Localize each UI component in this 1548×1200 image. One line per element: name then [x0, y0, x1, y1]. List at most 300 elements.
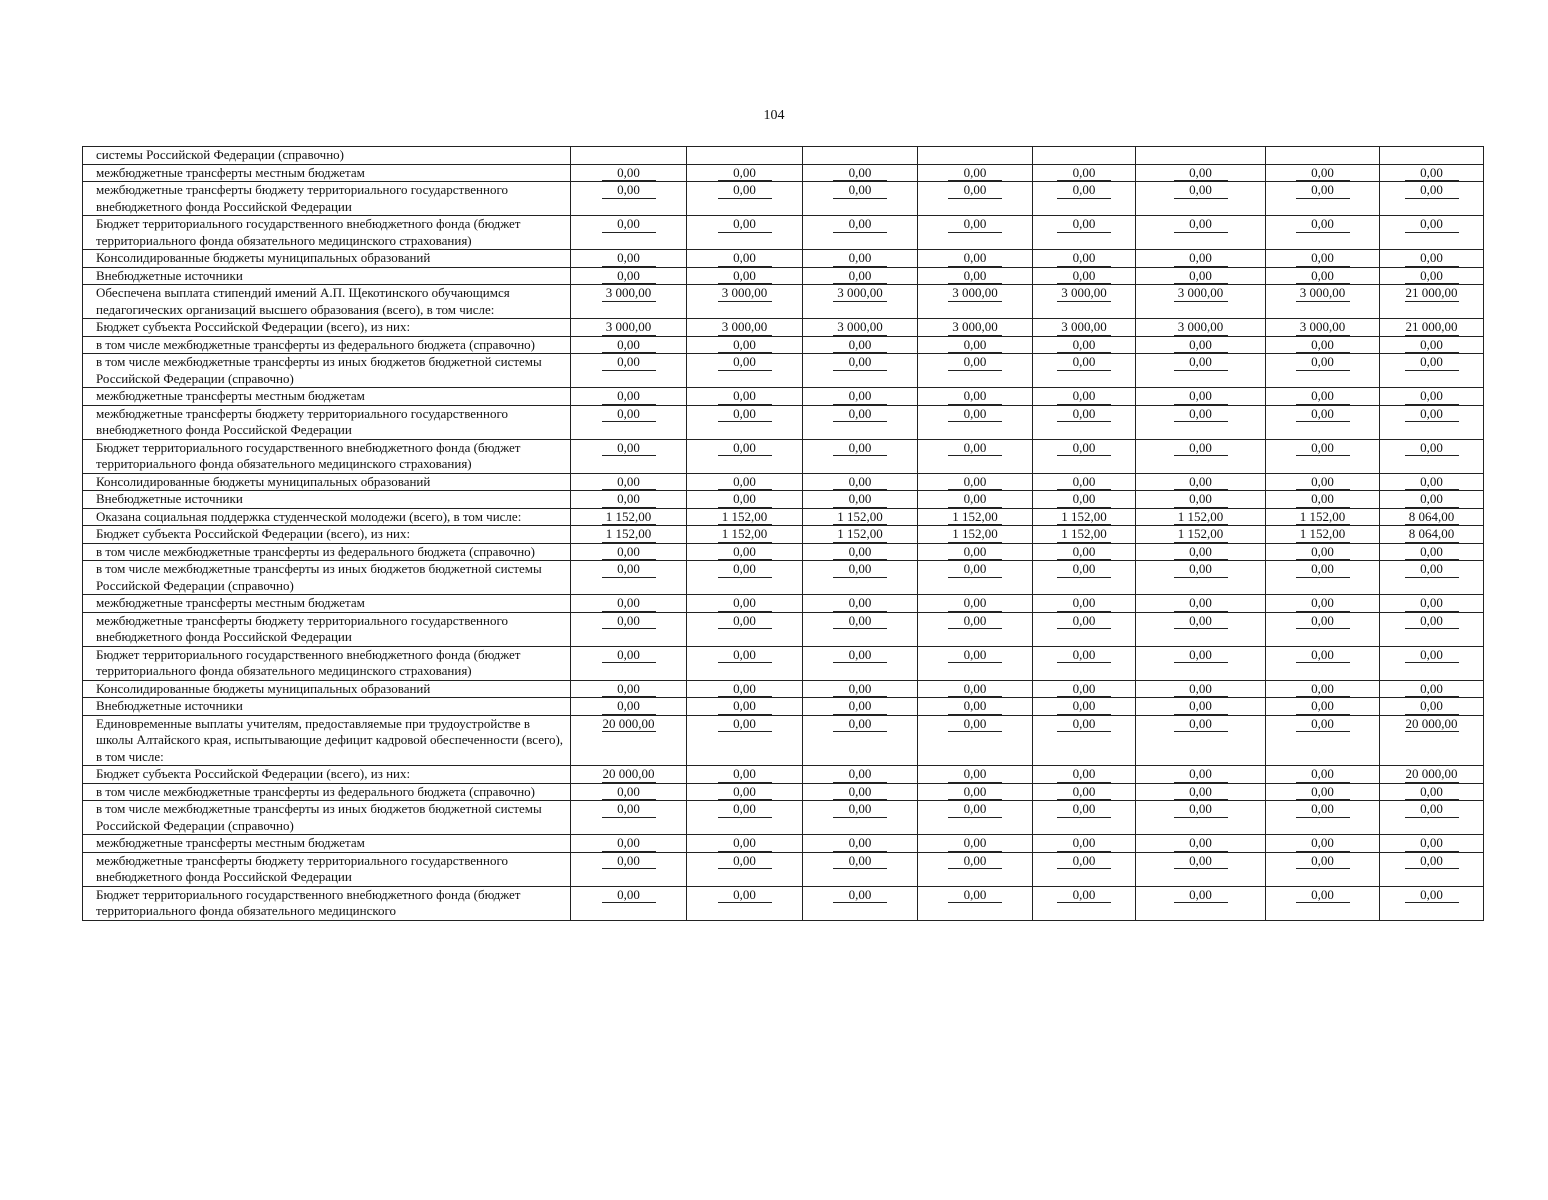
- row-label: межбюджетные трансферты местным бюджетам: [83, 388, 571, 406]
- value-cell: [1136, 595, 1266, 613]
- value-cell: [1033, 561, 1136, 595]
- value-cell: [803, 783, 918, 801]
- value-cell: [1266, 388, 1380, 406]
- value-cell: [1266, 267, 1380, 285]
- cell-value: 1 152,00: [718, 510, 772, 526]
- value-cell: [1033, 543, 1136, 561]
- cell-value: 0,00: [833, 217, 887, 233]
- value-cell: [918, 250, 1033, 268]
- cell-value: 1 152,00: [833, 527, 887, 543]
- cell-value: 0,00: [1057, 682, 1111, 698]
- value-cell: [1033, 646, 1136, 680]
- row-label: в том числе межбюджетные трансферты из федерального бюджета (справочно): [83, 543, 571, 561]
- row-label: в том числе межбюджетные трансферты из федерального бюджета (справочно): [83, 336, 571, 354]
- value-cell: [687, 147, 803, 165]
- value-cell: [571, 319, 687, 337]
- cell-value: 0,00: [1057, 717, 1111, 733]
- cell-value: 0,00: [948, 492, 1002, 508]
- cell-value: 0,00: [602, 596, 656, 612]
- value-cell: [918, 147, 1033, 165]
- value-cell: [1136, 715, 1266, 766]
- value-cell: [1266, 801, 1380, 835]
- value-cell: [1266, 543, 1380, 561]
- value-cell: [803, 164, 918, 182]
- cell-value: 0,00: [1174, 545, 1228, 561]
- value-cell: [1380, 182, 1484, 216]
- table-row: [83, 852, 1484, 886]
- value-cell: [1033, 388, 1136, 406]
- cell-value: 0,00: [1405, 183, 1459, 199]
- value-cell: [571, 766, 687, 784]
- cell-value: 0,00: [718, 562, 772, 578]
- value-cell: [1266, 182, 1380, 216]
- value-cell: [1380, 388, 1484, 406]
- value-cell: [803, 543, 918, 561]
- value-cell: [687, 801, 803, 835]
- cell-value: 1 152,00: [1057, 527, 1111, 543]
- row-label: в том числе межбюджетные трансферты из иных бюджетов бюджетной системы Российской Федерации (справочно): [83, 561, 571, 595]
- value-cell: [687, 612, 803, 646]
- row-label: Бюджет субъекта Российской Федерации (всего), из них:: [83, 319, 571, 337]
- cell-value: 0,00: [602, 888, 656, 904]
- cell-value: 3 000,00: [833, 286, 887, 302]
- value-cell: [1033, 250, 1136, 268]
- cell-value: 0,00: [1057, 475, 1111, 491]
- value-cell: [1380, 783, 1484, 801]
- cell-value: 0,00: [948, 217, 1002, 233]
- value-cell: [1266, 595, 1380, 613]
- cell-value: 0,00: [1405, 269, 1459, 285]
- cell-value: 0,00: [1296, 475, 1350, 491]
- value-cell: [1380, 646, 1484, 680]
- cell-value: 20 000,00: [602, 715, 655, 731]
- cell-value: 1 152,00: [602, 527, 656, 543]
- value-cell: [803, 801, 918, 835]
- cell-value: 0,00: [948, 802, 1002, 818]
- cell-value: 0,00: [1174, 355, 1228, 371]
- value-cell: [687, 354, 803, 388]
- value-cell: [1380, 336, 1484, 354]
- cell-value: 1 152,00: [833, 510, 887, 526]
- table-row: [83, 439, 1484, 473]
- cell-value: 0,00: [833, 338, 887, 354]
- cell-value: 0,00: [833, 251, 887, 267]
- value-cell: [687, 543, 803, 561]
- value-cell: [571, 508, 687, 526]
- value-cell: [1033, 439, 1136, 473]
- cell-value: 0,00: [602, 183, 656, 199]
- cell-value: 0,00: [1174, 217, 1228, 233]
- value-cell: [1380, 508, 1484, 526]
- cell-value: 0,00: [1296, 269, 1350, 285]
- row-label: межбюджетные трансферты бюджету территориального государственного внебюджетного фонда Российской Федерации: [83, 612, 571, 646]
- value-cell: [1033, 405, 1136, 439]
- value-cell: [803, 715, 918, 766]
- cell-value: 0,00: [833, 699, 887, 715]
- cell-value: 0,00: [718, 407, 772, 423]
- cell-value: 0,00: [833, 475, 887, 491]
- cell-value: 0,00: [833, 648, 887, 664]
- value-cell: [918, 698, 1033, 716]
- value-cell: [1033, 336, 1136, 354]
- cell-value: 0,00: [602, 682, 656, 698]
- value-cell: [1266, 835, 1380, 853]
- table-row: [83, 526, 1484, 544]
- table-row: [83, 543, 1484, 561]
- cell-value: 0,00: [1405, 682, 1459, 698]
- cell-value: 1 152,00: [948, 510, 1002, 526]
- cell-value: 0,00: [1057, 699, 1111, 715]
- cell-value: 20 000,00: [1405, 766, 1458, 781]
- value-cell: [803, 319, 918, 337]
- cell-value: 0,00: [833, 183, 887, 199]
- row-label: Консолидированные бюджеты муниципальных образований: [83, 680, 571, 698]
- value-cell: [803, 388, 918, 406]
- value-cell: [571, 405, 687, 439]
- value-cell: [687, 164, 803, 182]
- cell-value: 0,00: [718, 545, 772, 561]
- cell-value: 8 064,00: [1405, 527, 1459, 543]
- value-cell: [687, 216, 803, 250]
- value-cell: [1033, 526, 1136, 544]
- value-cell: [918, 267, 1033, 285]
- value-cell: [918, 561, 1033, 595]
- cell-value: 0,00: [1296, 596, 1350, 612]
- table-row: [83, 250, 1484, 268]
- value-cell: [1136, 680, 1266, 698]
- row-label: Единовременные выплаты учителям, предоставляемые при трудоустройстве в школы Алтайского края, испытывающие дефицит кадровой обеспеченности (всего), в том числе:: [83, 715, 571, 766]
- cell-value: 1 152,00: [718, 527, 772, 543]
- cell-value: 0,00: [1057, 492, 1111, 508]
- value-cell: [918, 164, 1033, 182]
- table-row: [83, 147, 1484, 165]
- value-cell: [1266, 680, 1380, 698]
- value-cell: [1136, 354, 1266, 388]
- cell-value: 0,00: [1405, 562, 1459, 578]
- cell-value: 0,00: [1296, 836, 1350, 852]
- value-cell: [571, 182, 687, 216]
- value-cell: [1033, 319, 1136, 337]
- value-cell: [1033, 164, 1136, 182]
- value-cell: [918, 405, 1033, 439]
- cell-value: 0,00: [948, 251, 1002, 267]
- cell-value: 0,00: [1296, 338, 1350, 354]
- value-cell: [803, 835, 918, 853]
- cell-value: 0,00: [1057, 441, 1111, 457]
- value-cell: [1380, 491, 1484, 509]
- cell-value: 0,00: [1174, 562, 1228, 578]
- table-row: [83, 835, 1484, 853]
- cell-value: 0,00: [1057, 183, 1111, 199]
- value-cell: [1266, 698, 1380, 716]
- cell-value: 0,00: [1405, 596, 1459, 612]
- cell-value: 21 000,00: [1405, 285, 1458, 300]
- value-cell: [687, 405, 803, 439]
- cell-value: 0,00: [948, 389, 1002, 405]
- cell-value: 0,00: [1174, 614, 1228, 630]
- cell-value: 0,00: [948, 836, 1002, 852]
- value-cell: [571, 801, 687, 835]
- cell-value: 0,00: [1174, 699, 1228, 715]
- cell-value: 0,00: [602, 389, 656, 405]
- cell-value: 0,00: [602, 492, 656, 508]
- cell-value: 8 064,00: [1405, 510, 1459, 526]
- page-number: 104: [763, 108, 785, 123]
- value-cell: [1136, 766, 1266, 784]
- value-cell: [1266, 491, 1380, 509]
- value-cell: [687, 646, 803, 680]
- cell-value: 0,00: [1405, 475, 1459, 491]
- cell-value: 0,00: [718, 183, 772, 199]
- cell-value: 0,00: [1405, 441, 1459, 457]
- value-cell: [918, 182, 1033, 216]
- value-cell: [1136, 250, 1266, 268]
- value-cell: [1266, 473, 1380, 491]
- cell-value: 0,00: [1174, 854, 1228, 870]
- cell-value: 0,00: [1405, 802, 1459, 818]
- cell-value: 0,00: [1174, 251, 1228, 267]
- cell-value: 0,00: [718, 836, 772, 852]
- cell-value: 0,00: [948, 269, 1002, 285]
- value-cell: [1033, 595, 1136, 613]
- table-row: [83, 715, 1484, 766]
- cell-value: 0,00: [833, 492, 887, 508]
- cell-value: 0,00: [1174, 648, 1228, 664]
- value-cell: [1266, 646, 1380, 680]
- row-label: Внебюджетные источники: [83, 698, 571, 716]
- cell-value: 0,00: [602, 217, 656, 233]
- cell-value: 0,00: [718, 717, 772, 733]
- cell-value: 0,00: [1057, 217, 1111, 233]
- cell-value: 0,00: [718, 338, 772, 354]
- value-cell: [1380, 439, 1484, 473]
- value-cell: [687, 508, 803, 526]
- cell-value: 0,00: [1296, 717, 1350, 733]
- cell-value: 0,00: [833, 441, 887, 457]
- value-cell: [1266, 285, 1380, 319]
- value-cell: [687, 680, 803, 698]
- value-cell: [687, 595, 803, 613]
- row-label: Обеспечена выплата стипендий имений А.П. Щекотинского обучающимся педагогических организаций высшего образования (всего), в том числе:: [83, 285, 571, 319]
- value-cell: [803, 526, 918, 544]
- value-cell: [1380, 473, 1484, 491]
- value-cell: [1380, 216, 1484, 250]
- value-cell: [1136, 216, 1266, 250]
- value-cell: [918, 439, 1033, 473]
- value-cell: [687, 886, 803, 920]
- value-cell: [1033, 852, 1136, 886]
- cell-value: 0,00: [948, 166, 1002, 182]
- value-cell: [1136, 164, 1266, 182]
- value-cell: [1266, 354, 1380, 388]
- row-label: Бюджет субъекта Российской Федерации (всего), из них:: [83, 526, 571, 544]
- row-label: Консолидированные бюджеты муниципальных образований: [83, 250, 571, 268]
- row-label: межбюджетные трансферты местным бюджетам: [83, 595, 571, 613]
- cell-value: 1 152,00: [1296, 510, 1350, 526]
- cell-value: 3 000,00: [602, 320, 656, 336]
- cell-value: 0,00: [833, 355, 887, 371]
- value-cell: [1380, 698, 1484, 716]
- value-cell: [1136, 886, 1266, 920]
- cell-value: 0,00: [1174, 596, 1228, 612]
- table-row: [83, 886, 1484, 920]
- cell-value: 0,00: [833, 545, 887, 561]
- cell-value: 0,00: [718, 614, 772, 630]
- row-label: межбюджетные трансферты бюджету территориального государственного внебюджетного фонда Российской Федерации: [83, 405, 571, 439]
- value-cell: [687, 336, 803, 354]
- value-cell: [1266, 216, 1380, 250]
- value-cell: [1380, 766, 1484, 784]
- value-cell: [687, 439, 803, 473]
- cell-value: 0,00: [1405, 166, 1459, 182]
- table-row: [83, 354, 1484, 388]
- value-cell: [687, 698, 803, 716]
- value-cell: [687, 473, 803, 491]
- value-cell: [1266, 164, 1380, 182]
- value-cell: [1033, 285, 1136, 319]
- cell-value: 0,00: [1174, 888, 1228, 904]
- cell-value: 0,00: [718, 166, 772, 182]
- value-cell: [803, 595, 918, 613]
- value-cell: [803, 508, 918, 526]
- value-cell: [1033, 766, 1136, 784]
- value-cell: [1033, 354, 1136, 388]
- table-row: [83, 508, 1484, 526]
- cell-value: 0,00: [1405, 389, 1459, 405]
- cell-value: 0,00: [1296, 217, 1350, 233]
- value-cell: [918, 336, 1033, 354]
- cell-value: 0,00: [1405, 888, 1459, 904]
- table-row: [83, 595, 1484, 613]
- value-cell: [803, 561, 918, 595]
- value-cell: [918, 216, 1033, 250]
- cell-value: 0,00: [718, 475, 772, 491]
- cell-value: 0,00: [1057, 407, 1111, 423]
- row-label: системы Российской Федерации (справочно): [83, 147, 571, 165]
- cell-value: 0,00: [718, 251, 772, 267]
- value-cell: [1380, 852, 1484, 886]
- cell-value: 0,00: [833, 614, 887, 630]
- value-cell: [571, 646, 687, 680]
- cell-value: 0,00: [1174, 682, 1228, 698]
- cell-value: 0,00: [1057, 389, 1111, 405]
- value-cell: [1266, 508, 1380, 526]
- value-cell: [571, 886, 687, 920]
- value-cell: [1380, 612, 1484, 646]
- value-cell: [1380, 835, 1484, 853]
- value-cell: [918, 508, 1033, 526]
- row-label: Бюджет территориального государственного внебюджетного фонда (бюджет территориального фонда обязательного медицинского: [83, 886, 571, 920]
- value-cell: [803, 680, 918, 698]
- value-cell: [918, 783, 1033, 801]
- value-cell: [1380, 147, 1484, 165]
- value-cell: [687, 388, 803, 406]
- cell-value: 0,00: [1057, 596, 1111, 612]
- row-label: межбюджетные трансферты местным бюджетам: [83, 835, 571, 853]
- cell-value: 3 000,00: [718, 320, 772, 336]
- cell-value: 0,00: [1174, 767, 1228, 783]
- cell-value: 0,00: [718, 648, 772, 664]
- value-cell: [918, 680, 1033, 698]
- cell-value: 0,00: [1057, 836, 1111, 852]
- cell-value: 0,00: [948, 338, 1002, 354]
- cell-value: 0,00: [1057, 785, 1111, 801]
- value-cell: [1136, 182, 1266, 216]
- cell-value: 0,00: [1057, 545, 1111, 561]
- table-row: [83, 491, 1484, 509]
- value-cell: [571, 526, 687, 544]
- value-cell: [1136, 285, 1266, 319]
- cell-value: 0,00: [602, 475, 656, 491]
- value-cell: [1136, 405, 1266, 439]
- cell-value: 0,00: [602, 802, 656, 818]
- cell-value: 3 000,00: [1296, 320, 1350, 336]
- value-cell: [571, 835, 687, 853]
- cell-value: 0,00: [833, 767, 887, 783]
- table-row: [83, 216, 1484, 250]
- cell-value: 0,00: [1057, 166, 1111, 182]
- value-cell: [1136, 698, 1266, 716]
- value-cell: [687, 783, 803, 801]
- cell-value: 0,00: [718, 854, 772, 870]
- row-label: межбюджетные трансферты бюджету территориального государственного внебюджетного фонда Российской Федерации: [83, 852, 571, 886]
- value-cell: [571, 147, 687, 165]
- cell-value: 0,00: [718, 441, 772, 457]
- value-cell: [571, 698, 687, 716]
- value-cell: [1136, 783, 1266, 801]
- cell-value: 0,00: [602, 785, 656, 801]
- cell-value: 0,00: [602, 699, 656, 715]
- cell-value: 0,00: [1296, 614, 1350, 630]
- value-cell: [1266, 852, 1380, 886]
- value-cell: [571, 561, 687, 595]
- cell-value: 20 000,00: [602, 766, 655, 781]
- value-cell: [1136, 646, 1266, 680]
- value-cell: [1136, 388, 1266, 406]
- value-cell: [571, 680, 687, 698]
- value-cell: [918, 285, 1033, 319]
- cell-value: 0,00: [1296, 355, 1350, 371]
- cell-value: 0,00: [1174, 389, 1228, 405]
- cell-value: 0,00: [1296, 648, 1350, 664]
- row-label: в том числе межбюджетные трансферты из иных бюджетов бюджетной системы Российской Федерации (справочно): [83, 354, 571, 388]
- cell-value: 0,00: [1405, 407, 1459, 423]
- cell-value: 0,00: [1057, 888, 1111, 904]
- cell-value: 0,00: [1174, 717, 1228, 733]
- value-cell: [918, 612, 1033, 646]
- cell-value: 0,00: [1057, 767, 1111, 783]
- value-cell: [918, 715, 1033, 766]
- cell-value: 0,00: [1405, 648, 1459, 664]
- cell-value: 0,00: [948, 475, 1002, 491]
- value-cell: [571, 473, 687, 491]
- cell-value: 0,00: [602, 269, 656, 285]
- value-cell: [1266, 612, 1380, 646]
- cell-value: 0,00: [833, 836, 887, 852]
- value-cell: [1136, 147, 1266, 165]
- cell-value: 0,00: [948, 407, 1002, 423]
- cell-value: 0,00: [718, 888, 772, 904]
- cell-value: 0,00: [1174, 785, 1228, 801]
- value-cell: [803, 491, 918, 509]
- row-label: Консолидированные бюджеты муниципальных образований: [83, 473, 571, 491]
- value-cell: [1266, 147, 1380, 165]
- cell-value: 0,00: [1174, 475, 1228, 491]
- value-cell: [1266, 250, 1380, 268]
- value-cell: [571, 595, 687, 613]
- value-cell: [1380, 354, 1484, 388]
- cell-value: 0,00: [948, 441, 1002, 457]
